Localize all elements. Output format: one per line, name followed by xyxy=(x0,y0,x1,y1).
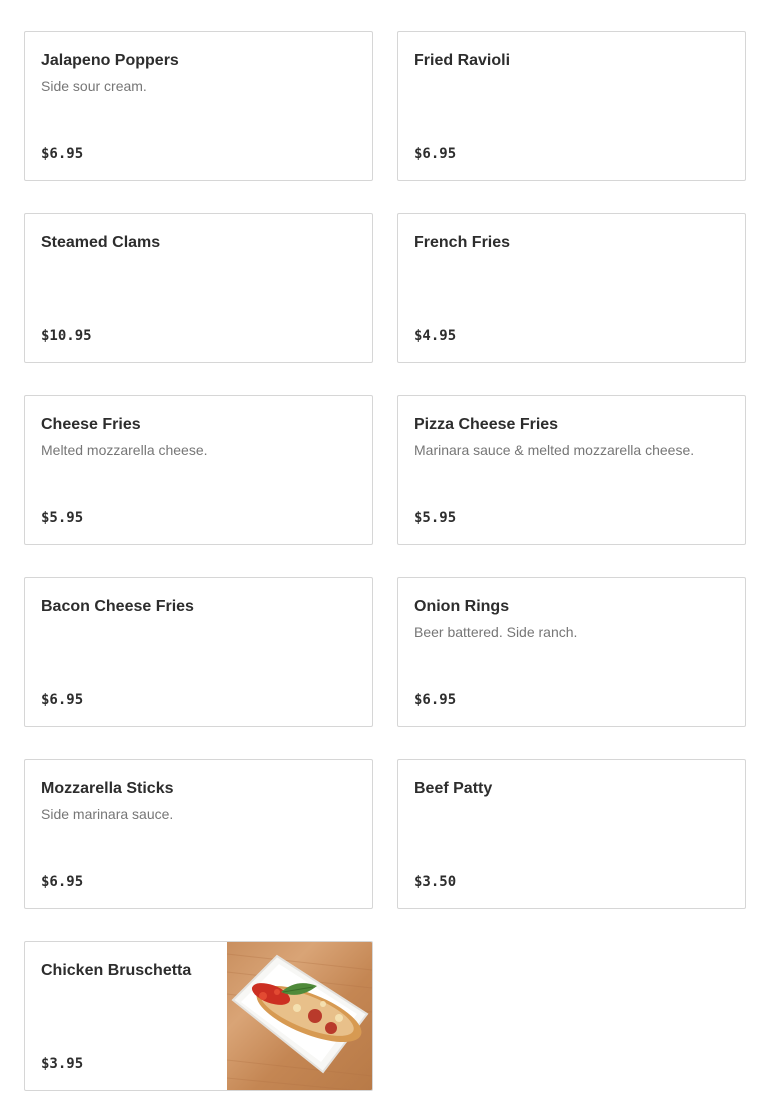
menu-item-price: $6.95 xyxy=(414,692,457,708)
menu-item-price: $6.95 xyxy=(41,146,84,162)
menu-item-description: Side marinara sauce. xyxy=(41,806,174,822)
menu-item-price: $5.95 xyxy=(414,510,457,526)
menu-item-card[interactable] xyxy=(24,31,373,181)
menu-item-card[interactable] xyxy=(397,577,746,727)
menu-item-card[interactable] xyxy=(24,577,373,727)
menu-item-name: Jalapeno Poppers xyxy=(41,52,179,69)
menu-item-price: $5.95 xyxy=(41,510,84,526)
menu-item-name: Fried Ravioli xyxy=(414,52,511,69)
menu-item-card[interactable] xyxy=(24,759,373,909)
menu-item-description: Side sour cream. xyxy=(41,78,147,94)
menu-item-name: Mozzarella Sticks xyxy=(41,780,174,797)
menu-item-card[interactable] xyxy=(24,941,373,1091)
menu-item-name: Cheese Fries xyxy=(41,416,141,433)
menu-item-price: $6.95 xyxy=(414,146,457,162)
menu-item-price: $10.95 xyxy=(41,328,92,344)
menu-item-price: $3.50 xyxy=(414,874,457,890)
menu-item-price: $6.95 xyxy=(41,692,84,708)
chicken-bruschetta-photo xyxy=(227,942,372,1090)
menu-item-price: $6.95 xyxy=(41,874,84,890)
menu-item-name: Onion Rings xyxy=(414,598,510,615)
menu-item-card[interactable] xyxy=(397,759,746,909)
menu-item-price: $3.95 xyxy=(41,1056,84,1072)
menu-item-card[interactable] xyxy=(24,213,373,363)
menu-item-name: Chicken Bruschetta xyxy=(41,962,192,979)
menu-item-name: Beef Patty xyxy=(414,780,493,797)
menu-item-card[interactable] xyxy=(24,395,373,545)
menu-item-description: Melted mozzarella cheese. xyxy=(41,442,208,458)
menu-item-card[interactable] xyxy=(397,213,746,363)
menu-item-card[interactable] xyxy=(397,31,746,181)
menu-item-name: Bacon Cheese Fries xyxy=(41,598,194,615)
menu-item-card[interactable] xyxy=(397,395,746,545)
menu-item-price: $4.95 xyxy=(414,328,457,344)
menu-item-name: French Fries xyxy=(414,234,511,251)
menu-item-name: Pizza Cheese Fries xyxy=(414,416,559,433)
menu-item-description: Marinara sauce & melted mozzarella cheese. xyxy=(414,442,695,458)
menu-item-name: Steamed Clams xyxy=(41,234,161,251)
menu-item-description: Beer battered. Side ranch. xyxy=(414,624,578,640)
menu-item-grid xyxy=(24,31,746,1091)
